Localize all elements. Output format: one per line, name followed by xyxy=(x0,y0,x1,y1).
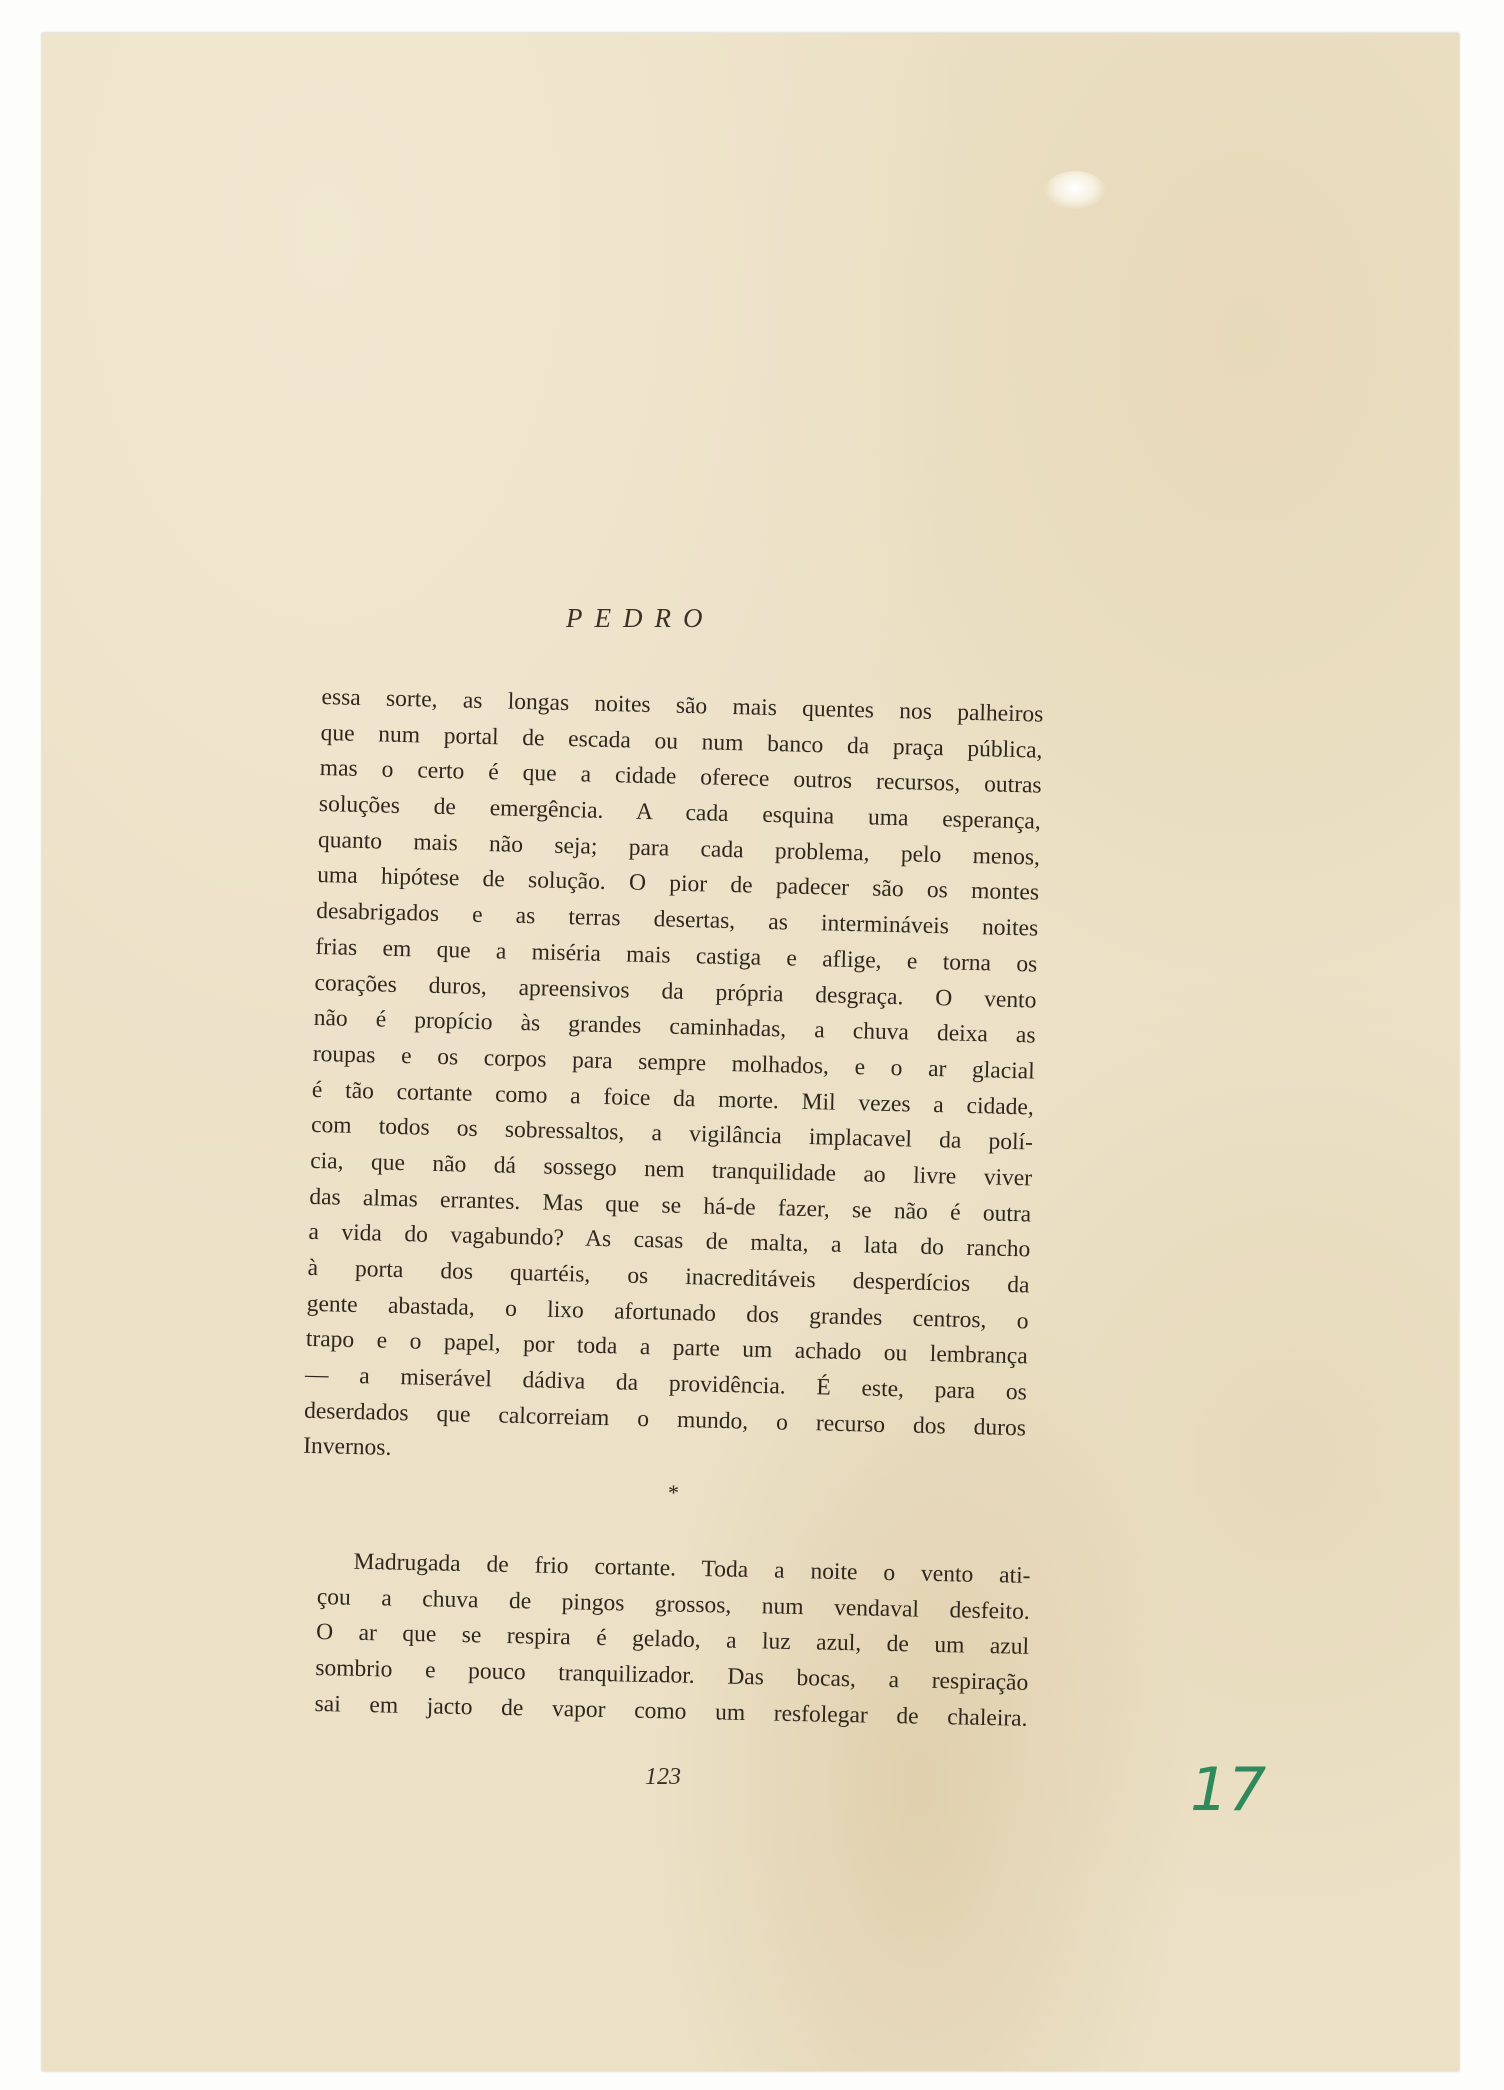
handwritten-page-number: 17 xyxy=(1190,1755,1267,1825)
text-line: frias em que a miséria mais castiga e aflige, e torna os xyxy=(315,933,1038,978)
text-line: roupas e os corpos para sempre molhados, e o ar glacial xyxy=(312,1040,1035,1085)
paragraph-2 xyxy=(314,1544,1031,1737)
text-line: cia, que não dá sossego nem tranquilidade ao livre viver xyxy=(309,1147,1033,1192)
text-line: sombrio e pouco tranquilizador. Das bocas, a respiração xyxy=(315,1655,1029,1696)
text-line: çou a chuva de pingos grossos, num vendaval desfeito. xyxy=(316,1583,1031,1625)
text-line: não é propício às grandes caminhadas, a chuva deixa as xyxy=(313,1005,1036,1049)
text-line: quanto mais não seja; para cada problema, pelo menos, xyxy=(317,826,1041,871)
text-line: corações duros, apreensivos da própria desgraça. O vento xyxy=(314,969,1037,1014)
text-line: — a miserável dádiva da providência. É este, para os xyxy=(304,1361,1028,1406)
text-line: é tão cortante como a foice da morte. Mil vezes a cidade, xyxy=(311,1076,1035,1121)
text-line: com todos os sobressaltos, a vigilância implacavel da polí- xyxy=(310,1112,1034,1156)
text-line: desabrigados e as terras desertas, as intermináveis noites xyxy=(316,898,1039,942)
text-line: Invernos. xyxy=(302,1433,392,1462)
text-line: Madrugada de frio cortante. Toda a noite o vento ati- xyxy=(353,1548,1031,1589)
paragraph-1 xyxy=(303,680,1044,1483)
text-line: gente abastada, o lixo afortunado dos grandes centros, o xyxy=(306,1290,1029,1335)
text-line: soluções de emergência. A cada esquina uma esperança, xyxy=(318,791,1042,835)
text-line: à porta dos quartéis, os inacreditáveis desperdícios da xyxy=(307,1254,1030,1299)
text-line: O ar que se respira é gelado, a luz azul, de um azul xyxy=(315,1619,1030,1661)
text-line: uma hipótese de solução. O pior de padecer são os montes xyxy=(316,862,1040,907)
text-line: das almas errantes. Mas que se há-de fazer, se não é outra xyxy=(309,1183,1032,1228)
running-head: PEDRO xyxy=(566,603,715,633)
text-line: a vida do vagabundo? As casas de malta, a lata do rancho xyxy=(308,1219,1031,1263)
text-line: deserdados que calcorreiam o mundo, o recurso dos duros xyxy=(303,1397,1027,1442)
paper-blemish xyxy=(1045,171,1105,209)
page-number: 123 xyxy=(645,1764,681,1790)
text-line: trapo e o papel, por toda a parte um achado ou lembrança xyxy=(305,1326,1028,1370)
text-line: sai em jacto de vapor como um resfolegar de chaleira. xyxy=(314,1690,1028,1732)
text-line: mas o certo é que a cidade oferece outros recursos, outras xyxy=(319,755,1042,799)
section-break: * xyxy=(668,1480,679,1505)
text-line: que num portal de escada ou num banco da praça pública, xyxy=(320,719,1043,764)
text-line: essa sorte, as longas noites são mais quentes nos palheiros xyxy=(321,683,1044,728)
